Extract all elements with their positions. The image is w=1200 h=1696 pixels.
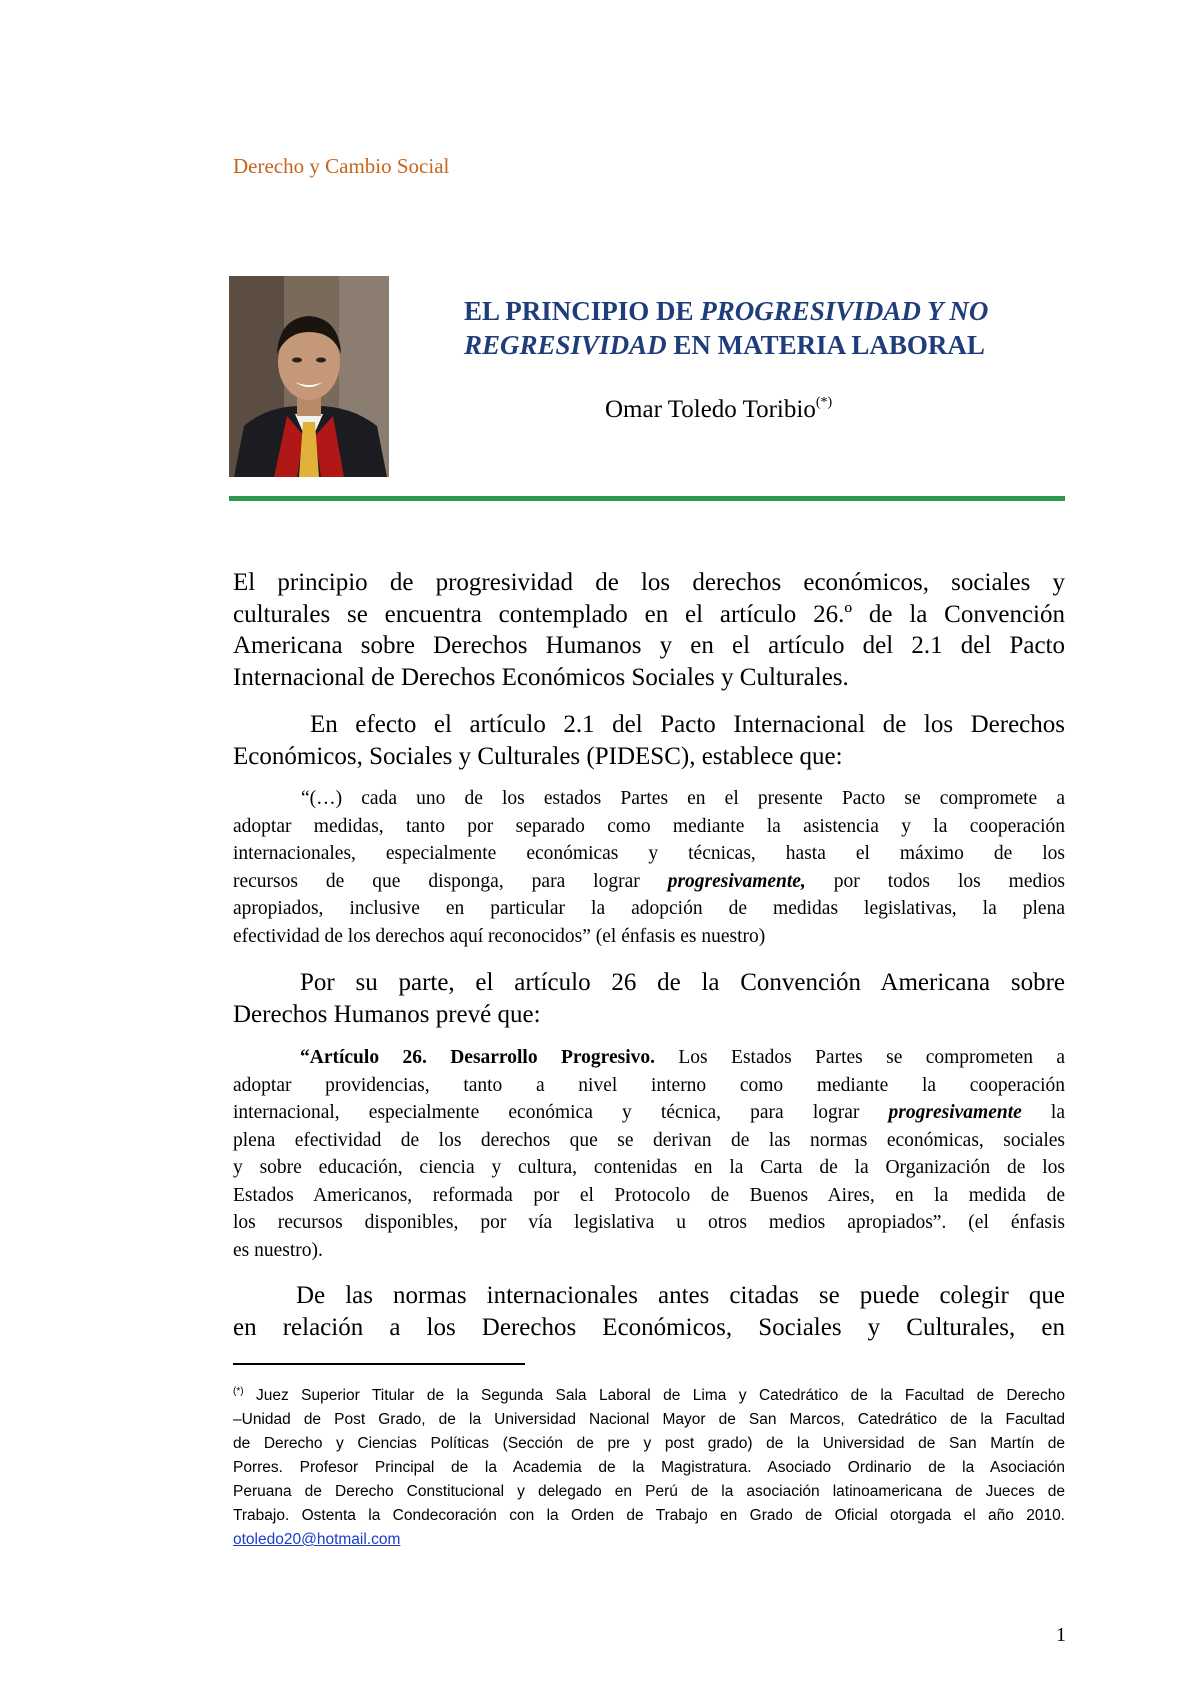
paragraph-line: Económicos, Sociales y Culturales (PIDESC), establece que: [233, 742, 843, 770]
paragraph-1 [233, 567, 1065, 693]
page-number: 1 [1056, 1624, 1066, 1646]
quote-line [233, 1099, 1065, 1127]
author-footnote-mark: (*) [815, 395, 833, 410]
footnote-line: Peruana de Derecho Constitucional y delegado en Perú de la asociación latinoamericana de Jueces de [233, 1483, 1065, 1500]
footnote-line: –Unidad de Post Grado, de la Universidad Nacional Mayor de San Marcos, Catedrático de la Facultad [233, 1411, 1065, 1428]
paragraph-line: Derechos Humanos prevé que: [233, 1000, 541, 1028]
paragraph-4 [233, 1280, 1065, 1343]
paragraph-line: De las normas internacionales antes citadas se puede colegir que [296, 1282, 1065, 1309]
quote-line: “(…) cada uno de los estados Partes en el presente Pacto se compromete a [301, 788, 1065, 809]
quote-pidesc [233, 785, 1065, 950]
paragraph-line: El principio de progresividad de los derechos económicos, sociales y [233, 569, 1065, 596]
author-email-link[interactable]: otoledo20@hotmail.com [233, 1531, 401, 1548]
quote-line: internacionales, especialmente económicas y técnicas, hasta el máximo de los [233, 843, 1065, 864]
paragraph-line: Americana sobre Derechos Humanos y en el artículo del 2.1 del Pacto [233, 632, 1065, 660]
footnote-line: Trabajo. Ostenta la Condecoración con la Orden de Trabajo en Grado de Oficial otorgada el año 2010. [233, 1507, 1065, 1524]
quote-segment: internacional, especialmente económica y técnica, para lograr [233, 1102, 889, 1123]
title-segment-italic: PROGRESIVIDAD Y NO [700, 296, 989, 326]
footnote-mark: (*) [233, 1386, 244, 1397]
quote-line: los recursos disponibles, por vía legislativa u otros medios apropiados”. (el énfasis [233, 1212, 1065, 1233]
article-title [464, 294, 1084, 362]
quote-line: y sobre educación, ciencia y cultura, contenidas en la Carta de la Organización de los [233, 1157, 1065, 1178]
quote-line: es nuestro). [233, 1239, 323, 1261]
quote-line: efectividad de los derechos aquí reconocidos” (el énfasis es nuestro) [233, 925, 766, 947]
author-portrait-image [229, 276, 389, 477]
quote-segment: Los Estados Partes se comprometen a [655, 1047, 1065, 1068]
title-divider [229, 496, 1065, 501]
emphasis-progresivamente: progresivamente [888, 1102, 1022, 1123]
journal-header: Derecho y Cambio Social [233, 154, 450, 178]
author-name: Omar Toledo Toribio [605, 396, 816, 423]
quote-line: adoptar medidas, tanto por separado como mediante la asistencia y la cooperación [233, 815, 1065, 837]
paragraph-line: En efecto el artículo 2.1 del Pacto Internacional de los Derechos [310, 711, 1065, 738]
footnote-line [233, 1380, 1065, 1408]
title-segment: EL PRINCIPIO DE [464, 296, 701, 326]
quote-segment: recursos de que disponga, para lograr [233, 870, 668, 892]
footnote-text: Juez Superior Titular de la Segunda Sala Laboral de Lima y Catedrático de la Facultad de Derecho [243, 1387, 1065, 1404]
paragraph-3 [233, 967, 1065, 1030]
paragraph-line: culturales se encuentra contemplado en el artículo 26.º de la Convención [233, 600, 1065, 628]
paragraph-line: Internacional de Derechos Económicos Sociales y Culturales. [233, 663, 849, 691]
footnote-line: Porres. Profesor Principal de la Academia de la Magistratura. Asociado Ordinario de la Asociación [233, 1459, 1065, 1476]
quote-line: plena efectividad de los derechos que se derivan de las normas económicas, sociales [233, 1129, 1065, 1151]
article-26-heading: “Artículo 26. Desarrollo Progresivo. [300, 1047, 656, 1068]
footnote-line: de Derecho y Ciencias Políticas (Sección de pre y post grado) de la Universidad de San Martín de [233, 1435, 1065, 1452]
author-photo [229, 276, 389, 477]
quote-convention [233, 1044, 1065, 1264]
quote-line [233, 1044, 1065, 1072]
paragraph-line: en relación a los Derechos Económicos, Sociales y Culturales, en [233, 1313, 1065, 1341]
quote-line: apropiados, inclusive en particular la adopción de medidas legislativas, la plena [233, 898, 1065, 919]
footnote [233, 1380, 1065, 1552]
quote-segment: por todos los medios [805, 870, 1065, 892]
quote-line [233, 868, 1065, 896]
quote-line: Estados Americanos, reformada por el Protocolo de Buenos Aires, en la medida de [233, 1184, 1065, 1206]
title-segment-italic: REGRESIVIDAD [464, 330, 667, 360]
quote-line: adoptar providencias, tanto a nivel interno como mediante la cooperación [233, 1074, 1065, 1096]
emphasis-progresivamente: progresivamente, [667, 870, 806, 892]
quote-segment: la [1021, 1102, 1066, 1123]
paragraph-line: Por su parte, el artículo 26 de la Convención Americana sobre [300, 969, 1065, 996]
title-segment: EN MATERIA LABORAL [666, 330, 985, 360]
paragraph-2 [233, 709, 1065, 772]
footnote-separator [233, 1363, 525, 1365]
author-line [605, 395, 832, 424]
